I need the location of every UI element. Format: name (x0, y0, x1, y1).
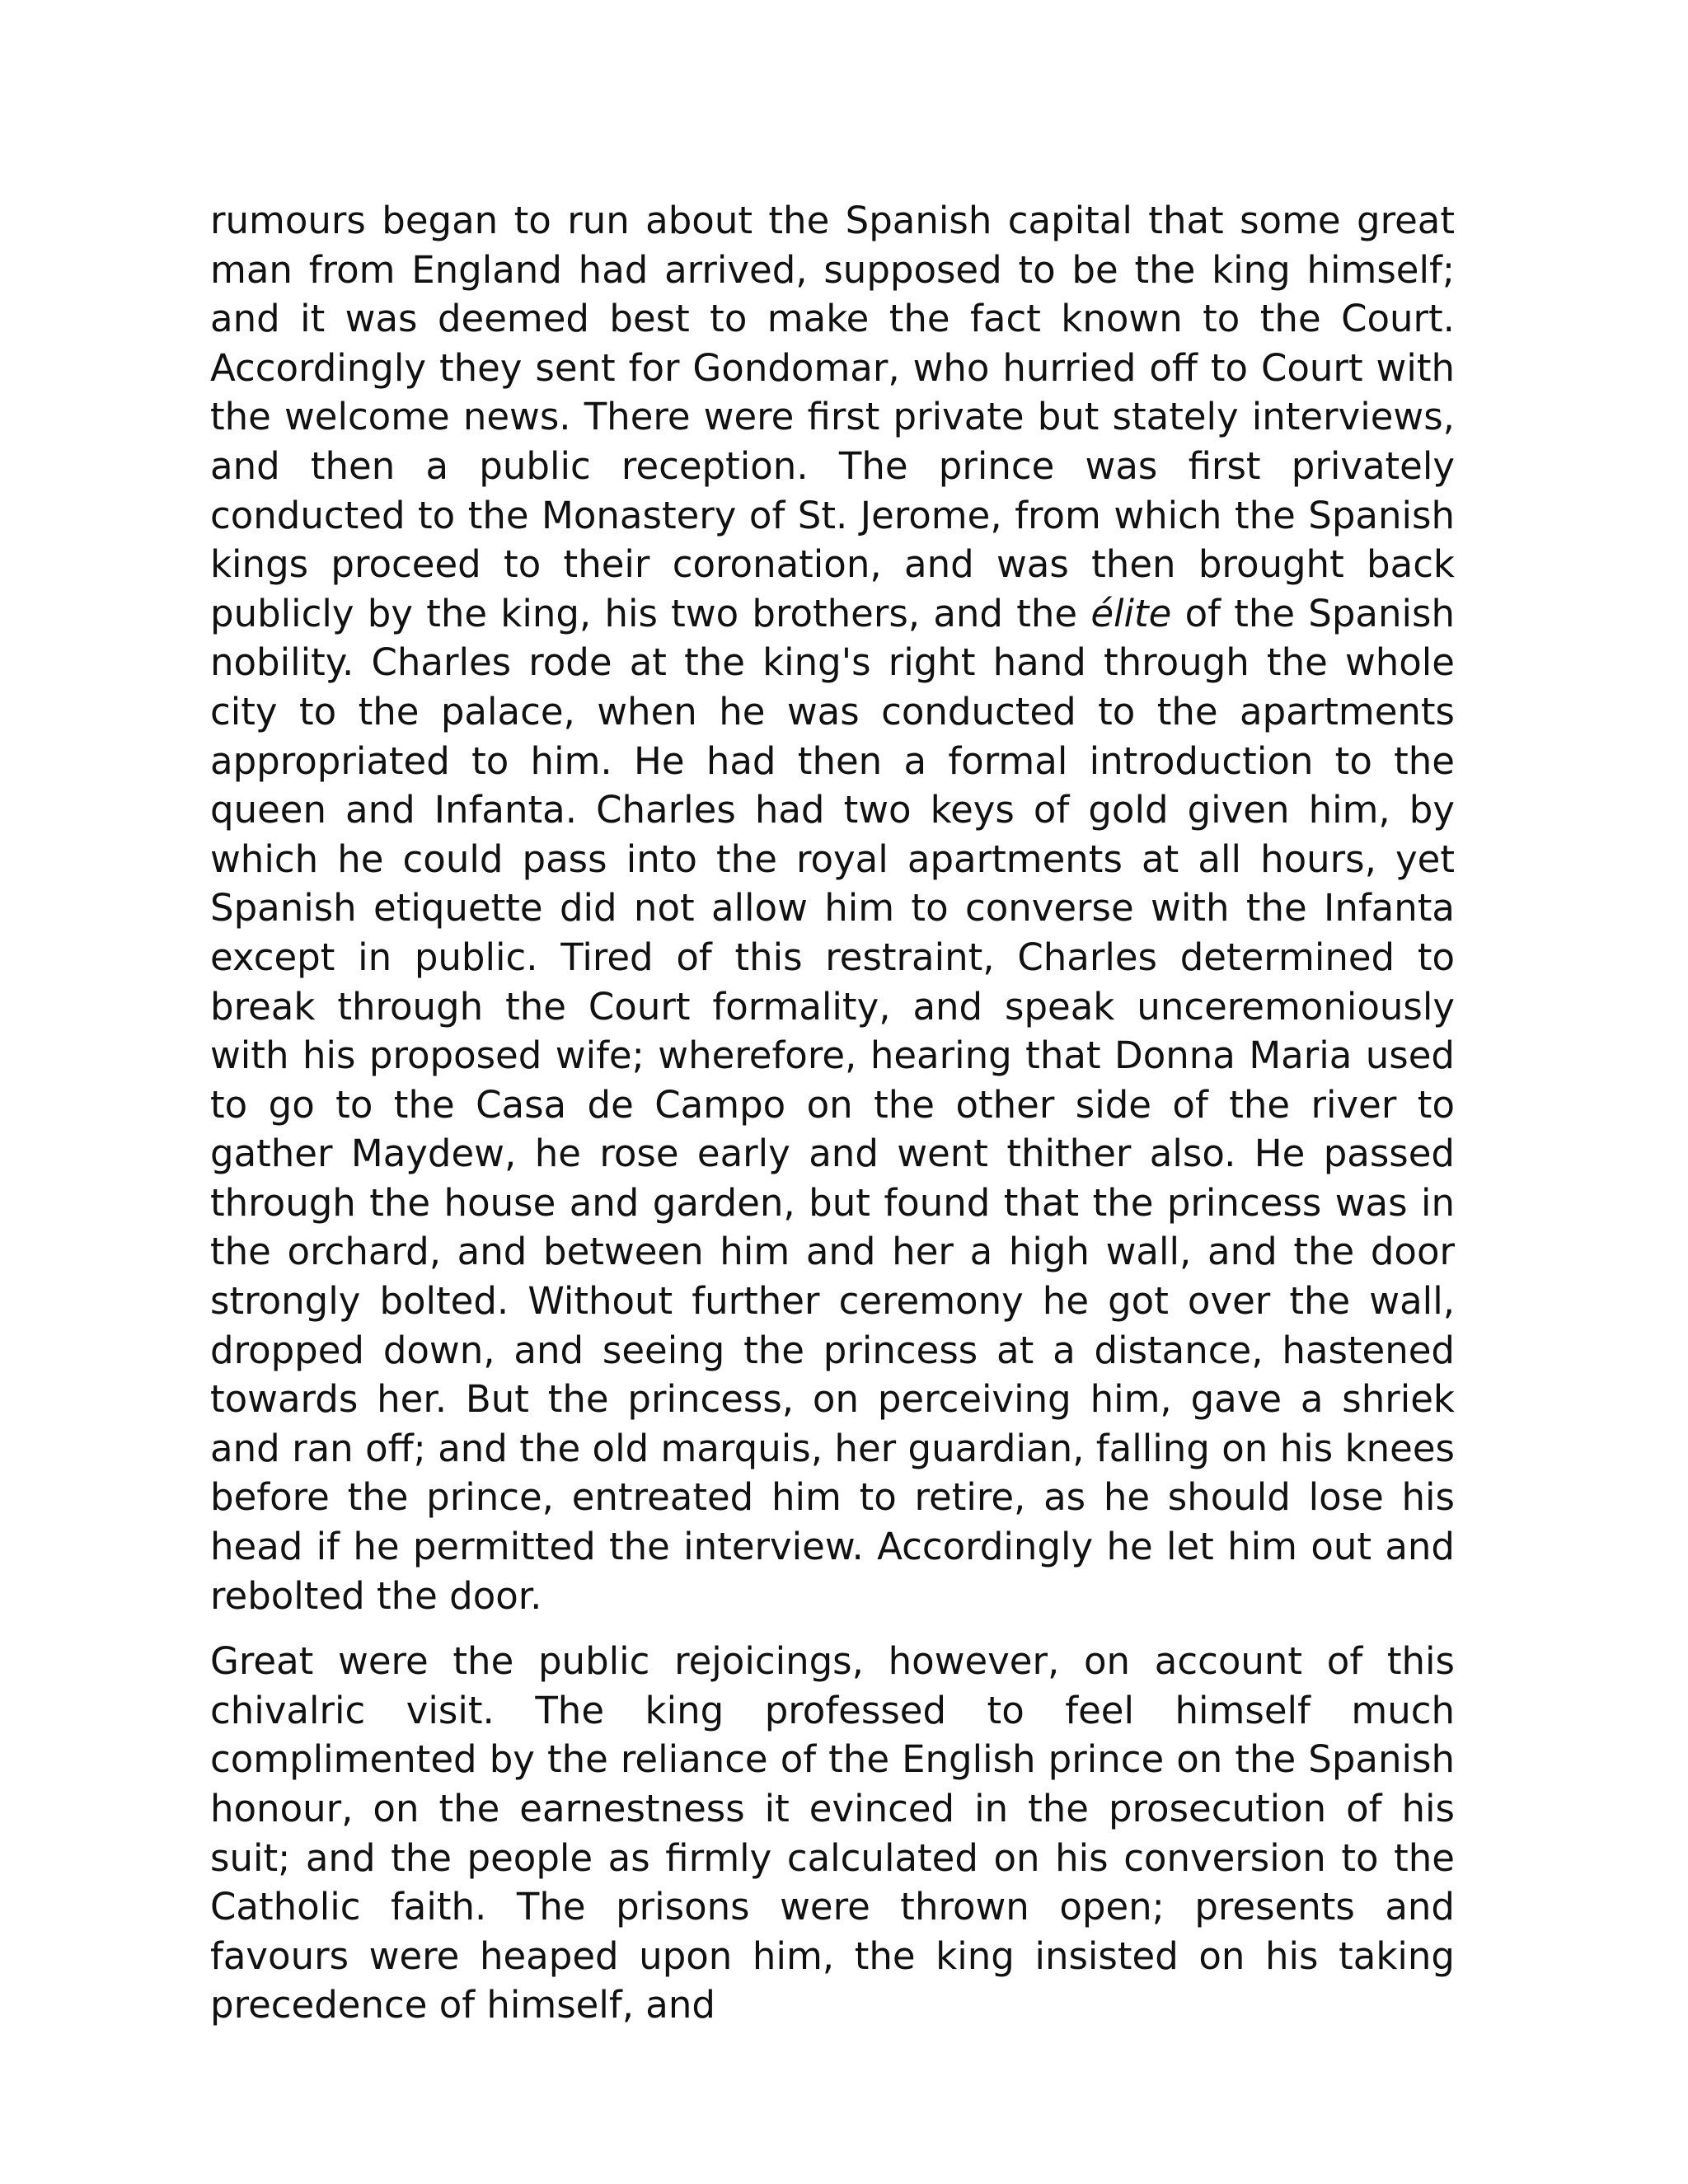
paragraph-2: Great were the public rejoicings, however, on account of this chivalric visit. The king professed to feel himself much complimented by the reliance of the English prince on the Spanish honour, on the earnestness it evinced in the prosecution of his suit; and the people as firmly calculated on his conversion to the Catholic faith. The prisons were thrown open; presents and favours were heaped upon him, the king insisted on his taking precedence of himself, and (210, 1639, 1455, 2027)
paragraph-1-italic-word: élite (1090, 591, 1172, 635)
paragraph-1-text-after: of the Spanish nobility. Charles rode at the king's right hand through the whole city to the palace, when he was conducted to the apartments appropriated to him. He had then a formal introduction to the queen and Infanta. Charles had two keys of gold given him, by which he could pass into the royal apartments at all hours, yet Spanish etiquette did not allow him to converse with the Infanta except in public. Tired of this restraint, Charles determined to break through the Court formality, and speak unceremoniously with his proposed wife; wherefore, hearing that Donna Maria used to go to the Casa de Campo on the other side of the river to gather Maydew, he rose early and went thither also. He passed through the house and garden, but found that the princess was in the orchard, and between him and her a high wall, and the door strongly bolted. Without further ceremony he got over the wall, dropped down, and seeing the princess at a distance, hastened towards her. But the princess, on perceiving him, gave a shriek and ran off; and the old marquis, her guardian, falling on his knees before the prince, entreated him to retire, as he should lose his head if he permitted the interview. Accordingly he let him out and rebolted the door. (210, 591, 1455, 1618)
page-body (210, 196, 1455, 2030)
paragraph-1-text-before: rumours began to run about the Spanish capital that some great man from England had arrived, supposed to be the king himself; and it was deemed best to make the fact known to the Court. Accordingly they sent for Gondomar, who hurried off to Court with the welcome news. There were first private but stately interviews, and then a public reception. The prince was first privately conducted to the Monastery of St. Jerome, from which the Spanish kings proceed to their coronation, and was then brought back publicly by the king, his two brothers, and the (210, 199, 1455, 635)
paragraph-1 (210, 196, 1455, 1620)
